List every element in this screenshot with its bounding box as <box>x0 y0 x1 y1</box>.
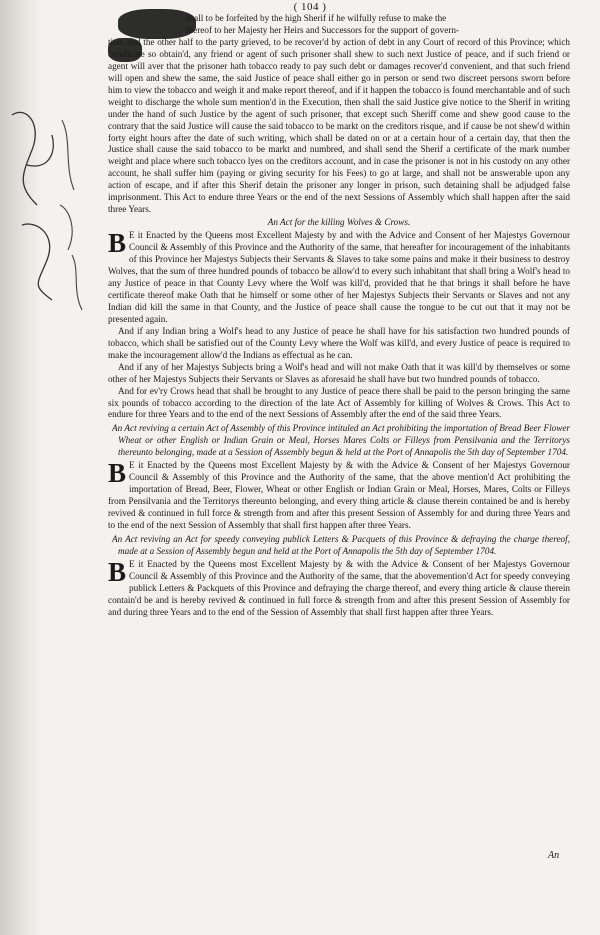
act-title-session: made at a Session of Assembly begun and held at the Port of Annapolis the 5th day of September 1704. <box>118 545 497 556</box>
act-title-text: An Act reviving an Act for speedy conveying publick Letters & Pacquets of this Province & defraying the charge thereof, <box>112 533 570 544</box>
paragraph-bread-enact <box>108 460 570 532</box>
paragraph-indians: And if any Indian bring a Wolf's head to any Justice of peace he shall have for his satisfaction two hundred pounds of tobacco, which shall be satisfied out of the County Levy where the Wolf was kill'd, and every Justice of peace is required to make the incouragement allow'd the Indians as effectual as he can. <box>108 325 570 360</box>
act-title-session: made at a Session of Assembly begun & held at the Port of Annapolis the 5th day of September 1704. <box>196 447 569 458</box>
page-number: ( 104 ) <box>293 1 327 13</box>
handwritten-margin-note <box>2 95 97 325</box>
top-partial-line: thereof to her Majesty her Heirs and Successors for the support of govern- <box>186 24 459 35</box>
paragraph-wolves-enact <box>108 230 570 326</box>
paragraph-text: E it Enacted by the Queens most Excellent Majesty by & with the Advice & Consent of her Majestys Governour Council & Assembly of this Province and the Authority of the same, that the above mention'd Act prohibiting the importation of Bread, Beer, Flower, Wheat or other English or Indian Grain or Meal, Horses, Mares, Colts or Filleys from Pensilvania and the Territorys thereunto belonging, and every thing article & clause therein contained be and is hereby revived & continued in full force & strength from and after this present Session of Assembly for and during three Years and to the end of the next Session of Assembly that shall first happen after three Years. <box>108 460 570 531</box>
act-title-text: An Act reviving a certain Act of Assembly of this Province intituled an Act prohibiting the importation of Bread Beer Flower Wheat or other English or Indian Grain or Meal, Horses Mares Colts or Filleys from Pensilvania and the Territorys thereunto belonging, <box>112 423 570 458</box>
paragraph-subjects: And if any of her Majestys Subjects bring a Wolf's head and will not make Oath that it was kill'd by themselves or some other of her Majestys Subjects their Servants or Slaves as aforesaid he shall have but two hundred pounds of tobacco. <box>108 361 570 384</box>
paragraph-text: E it Enacted by the Queens most Excellent Majesty by & with the Advice & Consent of her Majestys Governour Council & Assembly of this Province and the Authority of the same, that the abovemention'd Act for speedy conveying publick Letters & Packquets of this Province and defraying the charge thereof, and every thing article & clause therein contain'd be and is hereby revived & continued in full force & strength from and after this present Session of Assembly for and during three Years and to the end of the Session of Assembly that shall first happen after three Years. <box>108 558 570 617</box>
act-title-letters <box>108 534 570 558</box>
paragraph-letters-enact <box>108 556 570 619</box>
act-title-wolves: An Act for the killing Wolves & Crows. <box>267 217 411 228</box>
paragraph-text: E it Enacted by the Queens most Excellent Majesty by and with the Advice and Consent of her Majestys Governour Council & Assembly of this Province and the Authority of the same, that hereafter for incouragement of the inhabitants of this Province her Majestys Subjects their Servants & Slaves to take some pains and make it their business to destroy Wolves, that the sum of three hundred pounds of tobacco be allow'd to every such inhabitant that shall bring a Wolf's head to any Justice of peace in that County Levy where the Wolf was kill'd, provided that he that brings it shall before he have certificate thereof make Oath that he himself or some other of her Majestys Subjects their Servants or Slaves and not any Indian did kill the same in that County, and the Justice of peace shall cause the tongue to be cut out that it may not be presented again. <box>108 230 570 324</box>
paragraph-continued: tion, and the other half to the party grieved, to be recover'd by action of debt in any Court of record of this Province; which certificate so obtain'd, any friend or agent of such prisoner shall shew to such next Justice of peace, and if such friend or agent will aver that the prisoner hath tobacco ready to pay such debt or damages recover'd convenient, and that such friend will open and shew the same, the said Justice of peace shall either go in person or send two discreet persons sworn before him to view the tobacco and weigh it and make report thereof, and if it happen the tobacco is found merchantable and of such weight to discharge the whole sum mention'd in the Execution, then shall the said Justice give notice to the Sherif in writing under the hand of such Justice by the agent of such prisoner, that except such Sheriff come and shew good cause to the contrary that the said Justice will cause the said tobacco to be markt on the creditors risque, and if cause be not shew'd within forty eight hours after the date of such writing, which shall be dated on or at a certain hour of a certain day, that then the Justice shall cause the said tobacco to be markt and numbred, and shall send the Sherif a certificate of the mark number weight and place where such tobacco lyes on the creditors account, and in case the prisoner is not in his custody on any other account, he shall suffer him (paying or giving security for his Fees) to go at large, and shall not be answerable upon any action of escape, and if after this Sherif detain the prisoner any longer in prison, such detaining shall be adjudged false imprisonment. This Act to endure three Years or the end of the next Sessions of Assembly which shall happen after the said three Years. <box>108 36 570 215</box>
drop-cap-letter: B <box>108 556 127 587</box>
drop-cap-letter: B <box>108 228 127 259</box>
document-body <box>108 13 570 619</box>
act-title-bread <box>108 423 570 459</box>
drop-cap-letter: B <box>108 458 127 489</box>
catchword: An <box>548 850 560 861</box>
top-partial-line: shall to be forfeited by the high Sherif if he wilfully refuse to make the <box>186 13 447 23</box>
paragraph-crows: And for ev'ry Crows head that shall be brought to any Justice of peace there shall be paid to the person bringing the same six pounds of tobacco according to the direction of the late Act of Assembly for killing of Wolves & Crows. This Act to endure for three Years and to the end of the next Sessions of Assembly after the end of the said three Years. <box>108 385 570 420</box>
